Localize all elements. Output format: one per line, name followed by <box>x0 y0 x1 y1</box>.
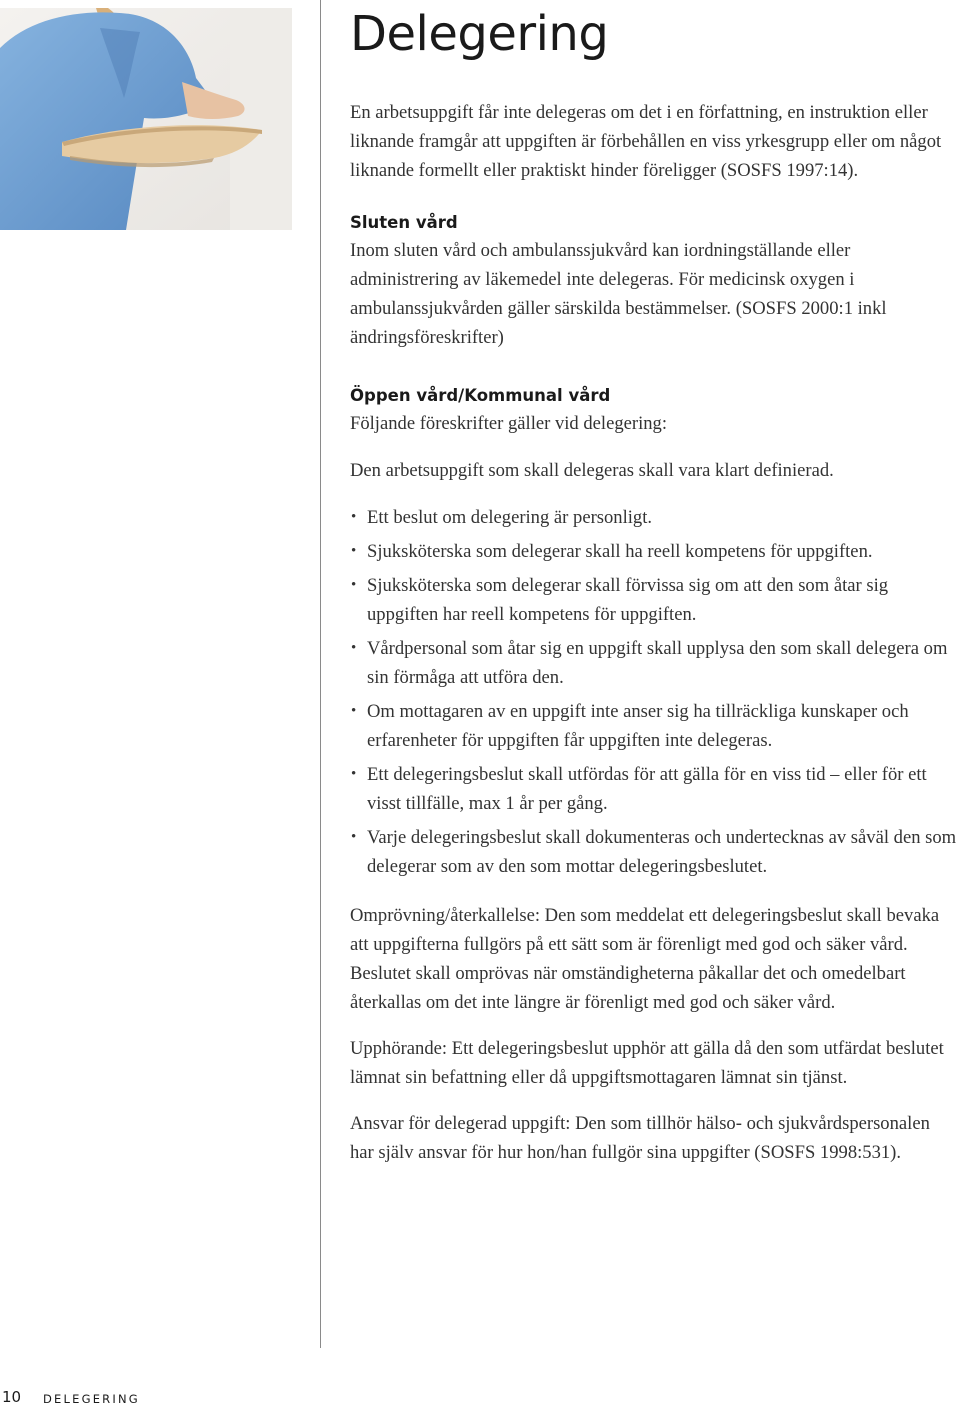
vertical-divider <box>320 0 321 1348</box>
main-content <box>350 0 958 1167</box>
bullet-icon: • <box>351 577 357 593</box>
heading-sluten-vard: Sluten vård <box>350 213 458 232</box>
list-item-text: Sjuksköterska som delegerar skall ha reell kompetens för uppgiften. <box>367 541 873 562</box>
list-item-text: Ett delegeringsbeslut skall utfördas för att gälla för en viss tid – eller för ett visst tillfälle, max 1 år per gång. <box>367 764 927 814</box>
heading-oppen-vard: Öppen vård/Kommunal vård <box>350 386 611 405</box>
list-item-text: Sjuksköterska som delegerar skall förvissa sig om att den som åtar sig uppgiften har reell kompetens för uppgiften. <box>367 575 889 625</box>
task-definition-paragraph: Den arbetsuppgift som skall delegeras skall vara klart definierad. <box>350 460 834 481</box>
sluten-vard-paragraph: Inom sluten vård och ambulanssjukvård kan iordningställande eller administrering av läkemedel inte delegeras. För medicinsk oxygen i ambulanssjukvården gäller särskilda bestämmelser. (SOSFS 2000:1 inkl ändringsföreskrifter) <box>350 240 887 348</box>
page-title: Delegering <box>350 6 609 62</box>
list-item-text: Varje delegeringsbeslut skall dokumenteras och undertecknas av såväl den som delegerar som av den som mottar delegeringsbeslutet. <box>367 827 957 877</box>
running-section-title: DELEGERING <box>43 1392 140 1406</box>
list-item <box>350 571 958 629</box>
list-item <box>350 697 958 755</box>
list-item <box>350 537 958 566</box>
photo-illustration <box>0 8 292 230</box>
upphorande-paragraph: Upphörande: Ett delegeringsbeslut upphör att gälla då den som utfärdat beslutet lämnat sin befattning eller då uppgiftsmottagaren lämnat sin tjänst. <box>350 1038 944 1088</box>
bullet-icon: • <box>351 829 357 845</box>
bullet-icon: • <box>351 640 357 656</box>
list-item <box>350 823 958 881</box>
bullet-icon: • <box>351 543 357 559</box>
omprovning-paragraph: Omprövning/återkallelse: Den som meddelat ett delegeringsbeslut skall bevaka att uppgifterna fullgörs på ett sätt som är förenligt med god och säker vård. Beslutet skall omprövas när omständigheterna påkallar det och omedelbart återkallas om det inte längre är förenligt med god och säker vård. <box>350 905 940 1013</box>
bullet-icon: • <box>351 509 357 525</box>
list-item <box>350 503 958 532</box>
page-number: 10 <box>2 1388 22 1406</box>
intro-paragraph: En arbetsuppgift får inte delegeras om det i en författning, en instruktion eller liknande framgår att uppgiften är förbehållen en viss yrkesgrupp eller om något liknande formellt eller praktiskt hinder föreligger (SOSFS 1997:14). <box>350 102 942 181</box>
list-item-text: Ett beslut om delegering är personligt. <box>367 507 653 528</box>
list-item <box>350 760 958 818</box>
delegation-rules-list <box>350 503 958 881</box>
oppen-vard-intro: Följande föreskrifter gäller vid delegering: <box>350 413 668 434</box>
list-item-text: Om mottagaren av en uppgift inte anser sig ha tillräckliga kunskaper och erfarenheter för uppgiften får uppgiften inte delegeras. <box>367 701 909 751</box>
nurse-handing-folder-photo <box>0 8 292 230</box>
ansvar-paragraph: Ansvar för delegerad uppgift: Den som tillhör hälso- och sjukvårdspersonalen har själv ansvar för hur hon/han fullgör sina uppgifter (SOSFS 1998:531). <box>350 1113 930 1163</box>
bullet-icon: • <box>351 766 357 782</box>
list-item <box>350 634 958 692</box>
list-item-text: Vårdpersonal som åtar sig en uppgift skall upplysa den som skall delegera om sin förmåga att utföra den. <box>367 638 948 688</box>
bullet-icon: • <box>351 703 357 719</box>
